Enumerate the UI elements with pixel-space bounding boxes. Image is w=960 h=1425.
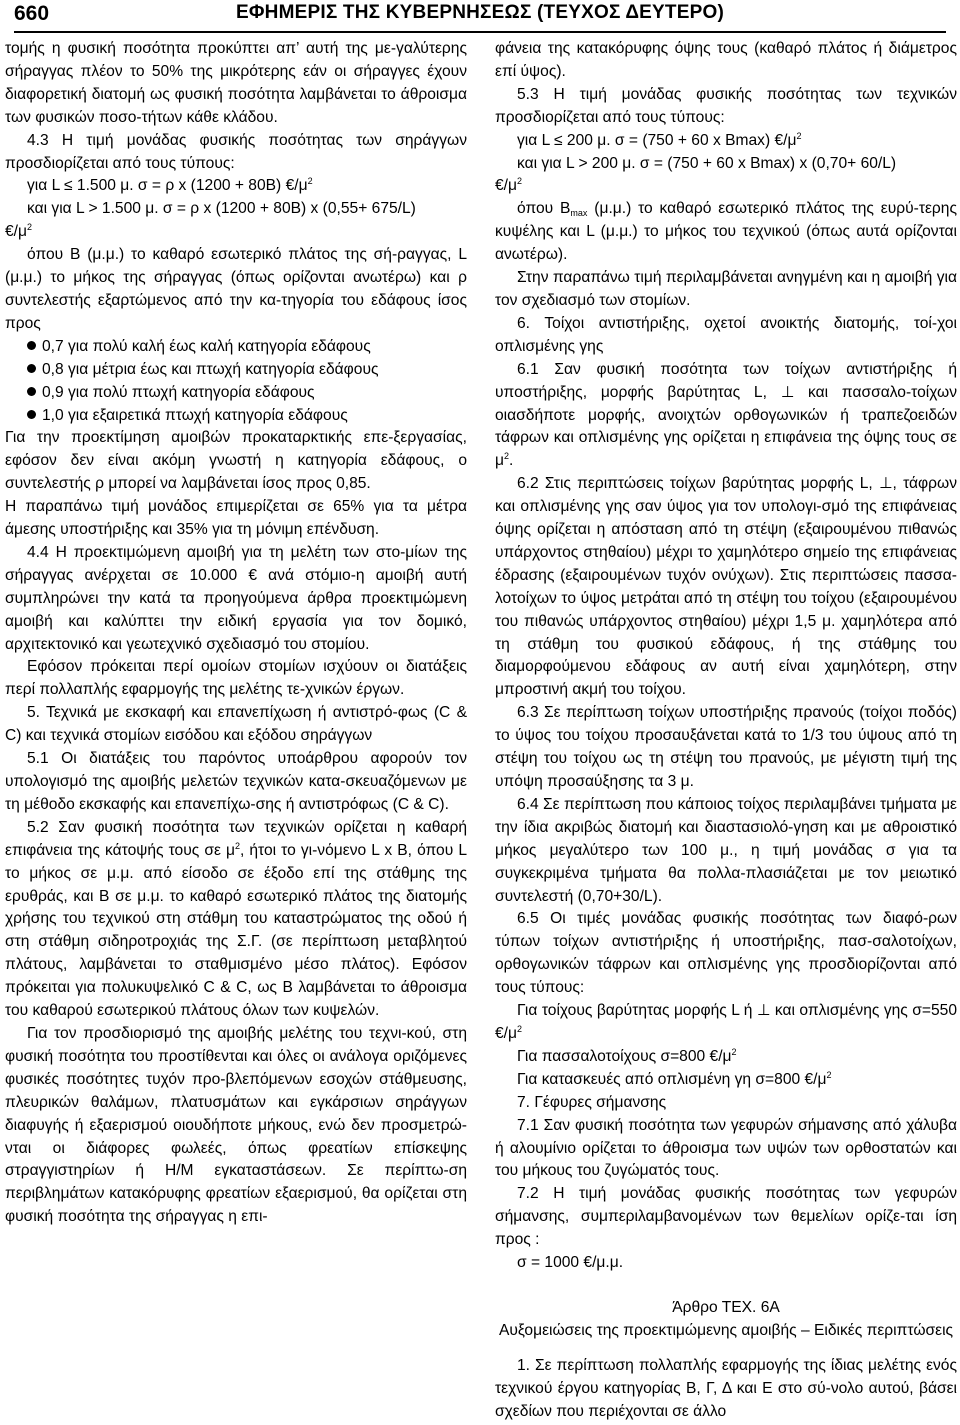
right-column — [495, 38, 957, 1423]
section-heading: 7. Γέφυρες σήμανσης — [517, 1093, 667, 1111]
formula: και για L > 200 μ. σ = (750 + 60 x Bmax) x (0,70+ 60/L) — [517, 154, 897, 172]
formula-unit: $€/\mu^2$ — [5, 222, 33, 241]
formula: σ = 1000 €/μ.μ. — [517, 1254, 624, 1272]
gazette-title: ΕΦΗΜΕΡΙΣ ΤΗΣ ΚΥΒΕΡΝΗΣΕΩΣ (ΤΕΥΧΟΣ ΔΕΥΤΕΡΟ) — [236, 2, 724, 23]
paragraph: 6.5 Οι τιμές μονάδας φυσικής ποσότητας των διαφό-ρων τύπων τοίχων αντιστήριξης ή υποστήριξης, πασ-σαλοτοίχων, ορθογωνικών τάφρων και οπλισμένης γης προσδιορίζονται από τους τύπους: — [495, 910, 957, 997]
paragraph: 5.1 Οι διατάξεις του παρόντος υποάρθρου αφορούν τον υπολογισμό της αμοιβής μελετών τεχνικών κατα-σκευαζόμενων με τη μέθοδο εκσκαφής και επανεπίχω-σης ή αντιστρόφως (C & C). — [5, 750, 467, 813]
bullet-icon — [27, 387, 36, 396]
paragraph: 4.4 Η προεκτιμώμενη αμοιβή για τη μελέτη των στο-μίων της σήραγγας ανέρχεται σε 10.000 € ανά στόμιο-η αμοιβή αυτή συμπληρώνει την κατά τα προηγούμενα άρθρα προεκτιμώμενη αμοιβή και καλύπτει την ειδική εργασία για τον δομικό, αρχιτεκτονικό και γεωτεχνικό σχεδιασμό του στομίου. — [5, 543, 467, 653]
paragraph: 6.4 Σε περίπτωση που κάποιος τοίχος περιλαμβάνει τμήματα με την ίδια ακριβώς διατομή και διαστασιολό-γηση και με αθροιστικό μήκος μεγαλύτερο των 100 μ., η τιμή μονάδας σ για τα συγκεκριμένα τμήματα θα πολλα-πλασιάζεται με τον μειωτικό συντελεστή (0,70+30/L). — [495, 795, 957, 905]
formula: για L ≤ 200 μ. σ = (750 + 60 x Bmax) $€/\mu^2$ — [517, 130, 802, 149]
paragraph: 6.3 Σε περίπτωση τοίχων υποστήριξης πρανούς (τοίχοι ποδός) το ύψος του τοίχου προσαυξάνεται κατά το 1/3 του ύψους από τη στέψη του τοίχου ως τη στέψη του πρανούς, με μέγιστη τιμή της υπόψη προσαύξησης τα 3 μ. — [495, 704, 957, 790]
section-heading: 6. Τοίχοι αντιστήριξης, οχετοί ανοικτής διατομής, τοί-χοι οπλισμένης γης — [495, 314, 957, 355]
paragraph: 5.2 Σαν φυσική ποσότητα των τεχνικών ορίζεται η καθαρή επιφάνεια της κάτοψής τους σε $\mu^2$, ήτοι το γι-νόμενο L x B, όπου L το μήκος σε μ.μ. από είσοδο σε έξοδο επί της στάθμης της ερυθράς, και Β σε μ.μ. το καθαρό εσωτερικό πλάτος της διατομής χρήσης του τεχνικού στη στάθμη του καταστρώματος της οδού ή στη στάθμη σιδηροτροχιάς της Σ.Γ. (σε περίπτωση μεταβλητού πλάτους, λαμβάνεται το σταθμισμένο μέσο πλάτος). Εφόσον πρόκειται για πολυκυψελικό C & C, ως Β λαμβάνεται το άθροισμα του καθαρού εσωτερικού πλάτους όλων των κυψελών. — [5, 818, 467, 1020]
page-number: 660 — [14, 2, 50, 25]
paragraph: Εφόσον πρόκειται περί ομοίων στομίων ισχύουν οι διατάξεις περί πολλαπλής εφαρμογής της μελέτης τε-χνικών έργων. — [5, 658, 467, 699]
paragraph: όπου Β (μ.μ.) το καθαρό εσωτερικό πλάτος της σή-ραγγας, L (μ.μ.) το μήκος της σήραγγας (όπως ορίζονται ανωτέρω) και ρ συντελεστής εξαρτώμενος από την κα-τηγορία του εδάφους ίσος προς — [5, 246, 467, 332]
paragraph: Στην παραπάνω τιμή περιλαμβάνεται ανηγμένη και η αμοιβή για τον σχεδιασμό των στομίων. — [495, 269, 957, 309]
article-title: Άρθρο ΤΕΧ. 6Α — [672, 1298, 780, 1316]
formula-unit: $€/\mu^2$ — [495, 176, 523, 195]
formula: Για πασσαλοτοίχους σ=800 $€/\mu^2$ — [517, 1046, 737, 1065]
paragraph: τομής η φυσική ποσότητα προκύπτει απ’ αυτή της με-γαλύτερης σήραγγας πλέον το 50% της μικρότερης εάν οι σήραγγες έχουν διαφορετική διατομή ως φυσική ποσότητα λαμβάνεται το άθροισμα των φυσικών ποσο-τήτων κάθε κλάδου. — [5, 40, 467, 126]
list-item: 1,0 για εξαιρετικά πτωχή κατηγορία εδάφους — [5, 405, 467, 428]
paragraph: 7.1 Σαν φυσική ποσότητα των γεφυρών σήμανσης από χάλυβα ή αλουμίνιο ορίζεται το άθροισμα των υψών των ορθοστατών και του μήκους του ζυγώματός τους. — [495, 1116, 957, 1180]
paragraph: 4.3 Η τιμή μονάδας φυσικής ποσότητας των σηράγγων προσδιορίζεται από τους τύπους: — [5, 131, 467, 172]
formula: Για τοίχους βαρύτητας μορφής L ή ⊥ και οπλισμένης γης σ=550 $€/\mu^2$ — [495, 1002, 957, 1042]
paragraph: όπου $B_{max}$ (μ.μ.) το καθαρό εσωτερικό πλάτος της ευρύ-τερης κυψέλης και L (μ.μ.) το μήκος του τεχνικού (όπως αυτά ορίζονται ανωτέρω). — [495, 200, 957, 264]
bullet-icon — [27, 410, 36, 419]
paragraph: 6.2 Στις περιπτώσεις τοίχων βαρύτητας μορφής L, ⊥, τάφρων και οπλισμένης γης σαν ύψος για τον υπολογι-σμό της επιφάνειας όψης ορίζεται η απόσταση από τη στέψη (εξαιρουμένου πιθανώς υπάρχοντος στηθαίου) μέχρι το χαμηλότερο σημείο της επιφάνειας έδρασης (εξαιρουμένων τυχόν ονύχων). Στις περιπτώσεις πασσα-λοτοίχων το ύψος μετράται από τη στέψη του τοίχου (εξαιρουμένου του πιθανώς υπάρχοντος στηθαίου) μέχρι 1,5 μ. χαμηλότερα από τη στάθμη του φυσικού εδάφους, ή της στάθμης του διαμορφούμενου εδάφους αν αυτή είναι χαμηλότερη, στην μπροστινή ακμή του τοίχου. — [495, 475, 957, 699]
list-item: 0,7 για πολύ καλή έως καλή κατηγορία εδάφους — [5, 336, 467, 359]
paragraph: Για την προεκτίμηση αμοιβών προκαταρκτικής επε-ξεργασίας, εφόσον δεν είναι ακόμη γνωστή η κατηγορία εδάφους, ο συντελεστής ρ μπορεί να λαμβάνεται ίσος προς 0,85. — [5, 429, 467, 493]
paragraph: φάνεια της κατακόρυφης όψης τους (καθαρό πλάτος ή διάμετρος επί ύψος). — [495, 40, 957, 80]
article-subtitle: Αυξομειώσεις της προεκτιμώμενης αμοιβής – Ειδικές περιπτώσεις — [498, 1321, 954, 1339]
paragraph: 5.3 Η τιμή μονάδας φυσικής ποσότητας των τεχνικών προσδιορίζεται από τους τύπους: — [495, 85, 957, 126]
section-heading: 5. Τεχνικά με εκσκαφή και επανεπίχωση ή αντιστρό-φως (C & C) και τεχνικά στομίων εισόδου και εξόδου σηράγγων — [5, 704, 467, 745]
list-item: 0,8 για μέτρια έως και πτωχή κατηγορία εδάφους — [5, 359, 467, 382]
paragraph: 6.1 Σαν φυσική ποσότητα των τοίχων αντιστήριξης ή υποστήριξης, μορφής βαρύτητας L, ⊥ και πασσαλο-τοίχων οιασδήποτε μορφής, ανοιχτών ορθογωνικών ή τραπεζοειδών τάφρων και οπλισμένης γης ορίζεται η επιφάνεια της όψης τους σε $\mu^2$. — [495, 360, 957, 470]
left-column — [5, 38, 467, 1229]
list-item: 0,9 για πολύ πτωχή κατηγορία εδάφους — [5, 382, 467, 405]
formula: για L ≤ 1.500 μ. σ = ρ x (1200 + 80B) $€/\mu^2$ — [27, 176, 313, 195]
paragraph: Για τον προσδιορισμό της αμοιβής μελέτης του τεχνι-κού, στη φυσική ποσότητα του προστίθενται και όλες οι ανάλογα οριζόμενες φυσικές ποσότητες τυχόν προ-βλεπόμενων εσοχών στάθμευσης, πλευρικών θαλάμων, πλατυσμάτων και εγκάρσιων σηράγγων διαφυγής ή εξαερισμού οιουδήποτε μήκους, ενώ δεν προσμετρώ-νται οι διάφορες φωλεές, όπως φρεατίων επίσκεψης στραγγιστηρίων ή Η/Μ εγκαταστάσεων. Σε περίπτω-ση περιβλημάτων κατακόρυφης φρεατίων εξαερισμού, θα ορίζεται στη φυσική ποσότητα της σήραγγας η επι- — [5, 1024, 467, 1226]
formula: Για κατασκευές από οπλισμένη γη σ=800 $€/\mu^2$ — [517, 1069, 832, 1088]
paragraph: Η παραπάνω τιμή μονάδος επιμερίζεται σε 65% για τα μέτρα άμεσης υποστήριξης και 35% για τη μόνιμη επένδυση. — [5, 498, 467, 539]
page-header — [0, 0, 960, 30]
header-rule — [14, 31, 946, 33]
paragraph: 1. Σε περίπτωση πολλαπλής εφαρμογής της ίδιας μελέτης ενός τεχνικού έργου κατηγορίας Β, Γ, Δ και Ε στο σύ-νολο αυτού, βάσει σχεδίων που περιέχονται σε άλλο — [495, 1356, 957, 1420]
bullet-icon — [27, 364, 36, 373]
formula: και για L > 1.500 μ. σ = ρ x (1200 + 80B) x (0,55+ 675/L) — [27, 200, 416, 218]
paragraph: 7.2 Η τιμή μονάδας φυσικής ποσότητας των γεφυρών σήμανσης, συμπεριλαμβανομένων των θεμελίων ορίζε-ται ίση προς : — [495, 1185, 957, 1249]
bullet-icon — [27, 341, 36, 350]
